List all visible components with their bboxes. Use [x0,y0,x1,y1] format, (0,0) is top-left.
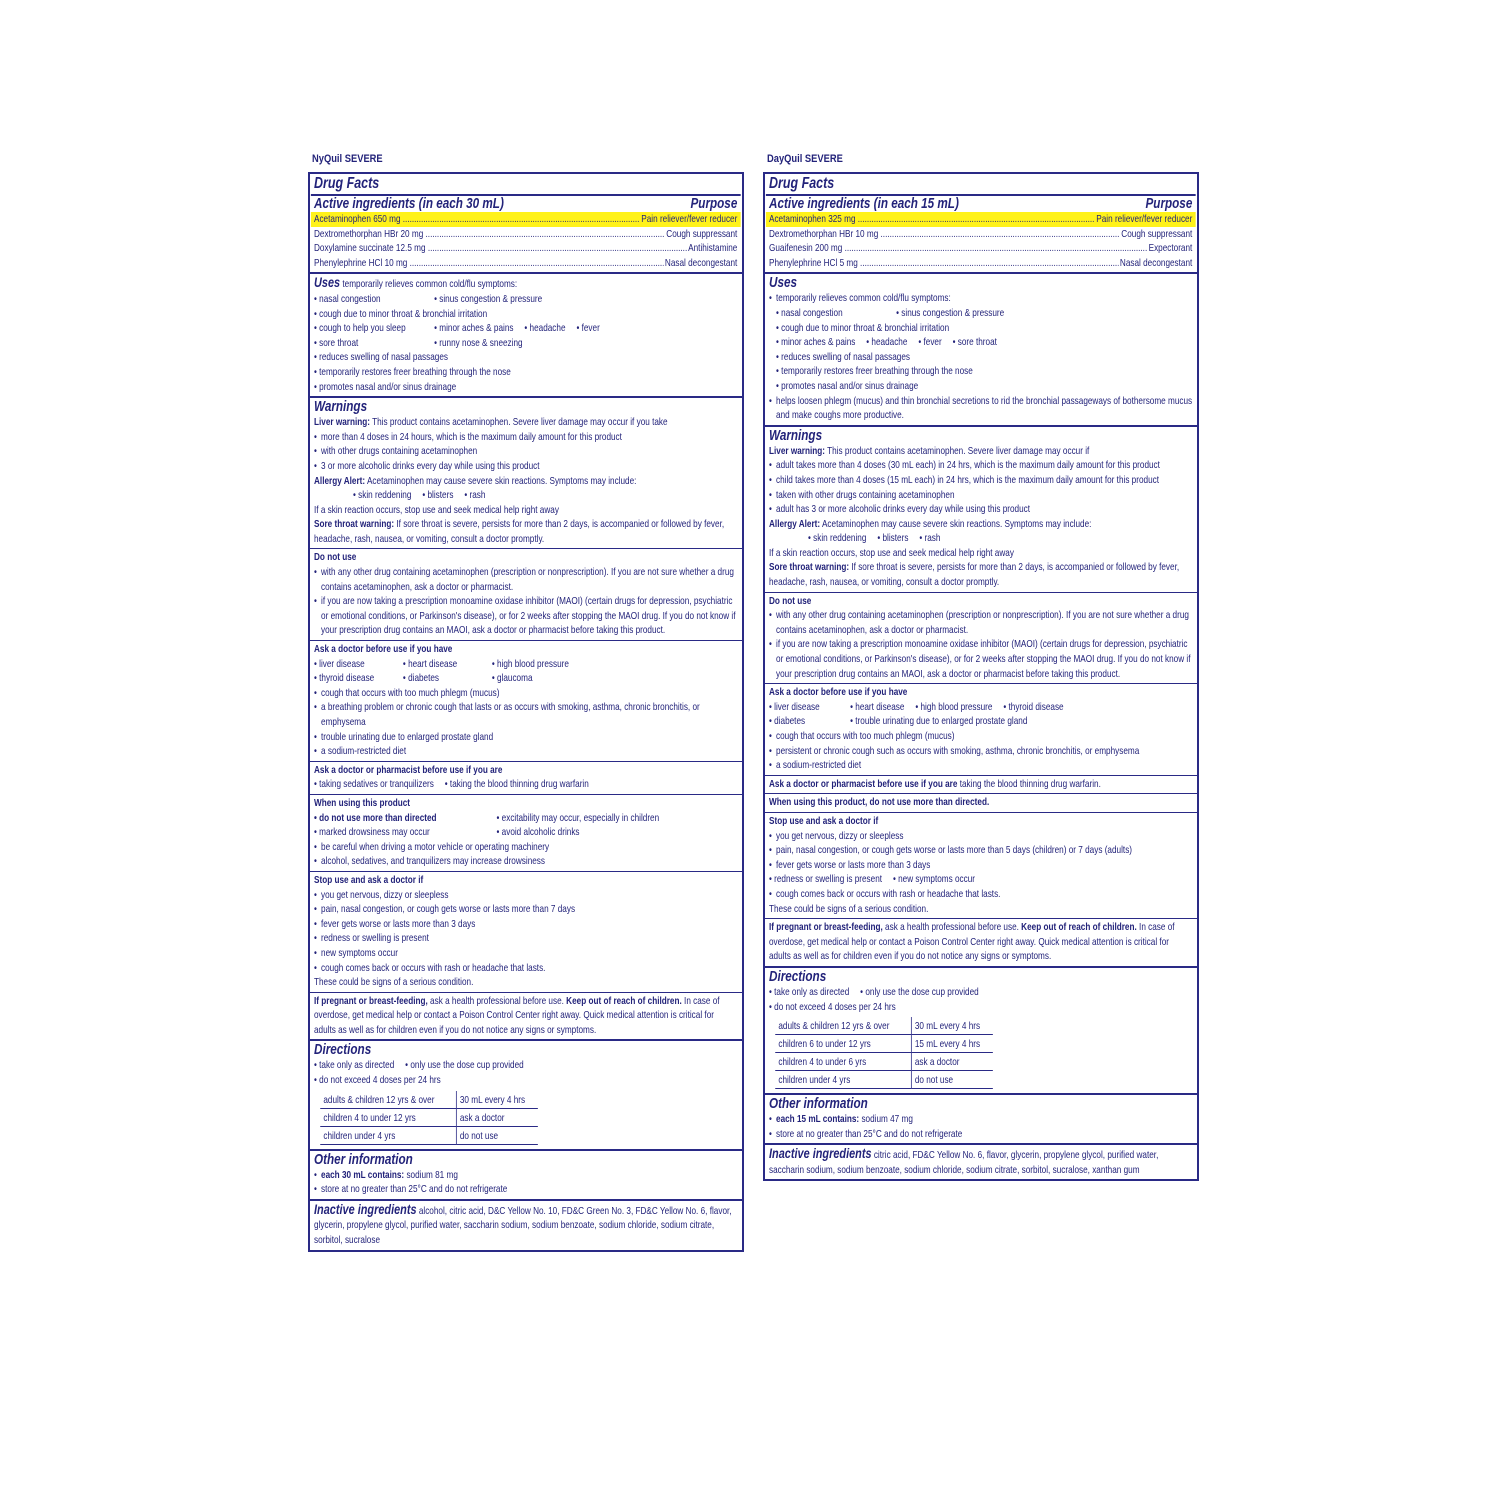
dosage-table [320,1091,538,1145]
inactive-section: Inactive ingredients alcohol, citric acid, D&C Yellow No. 10, FD&C Green No. 3, FD&C Yellow No. 6, flavor, glycerin, propylene glycol, purified water, saccharin sodium, sodium benzoate, sodium chloride, sodium citrate, sorbitol, sucralose [314,1200,732,1247]
ask-pharmacist-section: Ask a doctor or pharmacist before use if you are • taking sedatives or tranquilizers • taking the blood thinning drug warfarin [310,762,742,795]
table-row: children 6 to under 12 yrs 15 mL every 4 hrs [775,1035,993,1053]
table-row: children 4 to under 12 yrs ask a doctor [320,1108,538,1126]
inactive-section: Inactive ingredients citric acid, FD&C Yellow No. 6, flavor, glycerin, propylene glycol, purified water, saccharin sodium, sodium benzoate, sodium chloride, sodium citrate, sorbitol, sucralose, xanthan gum [769,1145,1159,1176]
warnings-section: Warnings Liver warning: This product contains acetaminophen. Severe liver damage may occur if you take • more than 4 doses in 24 hours, which is the maximum daily amount for this product • with other drugs containing acetaminophen • 3 or more alcoholic drinks every day while using this product Allergy Alert: Acetaminophen may cause severe skin reactions. Symptoms may include: • skin reddening • blisters • rash If a skin reaction occurs, stop use and seek medical help right away Sore throat warning: If sore throat is severe, persists for more than 2 days, is accompanied or followed by fever, headache, rash, nausea, or vomiting, consult a doctor promptly. [310,398,742,549]
ask-doctor-section: Ask a doctor before use if you have • liver disease • heart disease • high blood pressure • thyroid disease • diabetes • glaucoma • cough that occurs with too much phlegm (mucus) • a breathing problem or chronic cough that lasts or as occurs with smoking, asthma, chronic bronchitis, or emphysema • trouble urinating due to enlarged prostate gland • a sodium-restricted diet [310,641,742,762]
active-ingredients-section [310,174,742,274]
ask-doctor-section: Ask a doctor before use if you have • liver disease • heart disease • high blood pressure • thyroid disease • diabetes • trouble urinating due to enlarged prostate gland • cough that occurs with too much phlegm (mucus) • persistent or chronic cough such as occurs with smoking, asthma, chronic bronchitis, or emphysema • a sodium-restricted diet [765,684,1197,776]
uses-section: Uses • temporarily relieves common cold/flu symptoms: • nasal congestion • sinus congestion & pressure • cough due to minor throat & bronchial irritation • minor aches & pains • headache • fever • sore throat • reduces swelling of nasal passages • temporarily restores freer breathing through the nose • promotes nasal and/or sinus drainage • helps loosen phlegm (mucus) and thin bronchial secretions to rid the bronchial passageways of bothersome mucus and make coughs more productive. [765,274,1197,426]
other-info-section: Other information • each 30 mL contains: sodium 81 mg • store at no greater than 25°C and do not refrigerate [310,1151,742,1201]
ingredient-row: Phenylephrine HCl 5 mg ..... Nasal decongestant [769,256,1192,271]
directions-heading: Directions [314,1041,372,1059]
directions-section: Directions • take only as directed • only use the dose cup provided • do not exceed 4 doses per 24 hrs adults & children 12 yrs & over 30 mL every 4 hrs children 6 to under 12 yrs 15 mL every 4 hrs children 4 to under 6 yrs ask a doctor children under 4 yrs do not use [765,968,1197,1095]
stop-use-section: Stop use and ask a doctor if • you get nervous, dizzy or sleepless • pain, nasal congestion, or cough gets worse or lasts more than 7 days • fever gets worse or lasts more than 3 days • redness or swelling is present • new symptoms occur • cough comes back or occurs with rash or headache that lasts. These could be signs of a serious condition. [310,872,742,993]
other-info-section: Other information • each 15 mL contains: sodium 47 mg • store at no greater than 25°C and do not refrigerate [765,1095,1197,1145]
directions-section: Directions • take only as directed • only use the dose cup provided • do not exceed 4 doses per 24 hrs adults & children 12 yrs & over 30 mL every 4 hrs children 4 to under 12 yrs ask a doctor children under 4 yrs do not use [310,1041,742,1150]
do-not-use-section: Do not use • with any other drug containing acetaminophen (prescription or nonprescription). If you are not sure whether a drug contains acetaminophen, ask a doctor or pharmacist. • if you are now taking a prescription monoamine oxidase inhibitor (MAOI) (certain drugs for depression, psychiatric or emotional conditions, or Parkinson's disease), or for 2 weeks after stopping the MAOI drug. If you do not know if your prescription drug contains an MAOI, ask a doctor or pharmacist before taking this product. [310,549,742,641]
active-ingredients-section [765,174,1197,274]
table-row: adults & children 12 yrs & over 30 mL every 4 hrs [775,1017,993,1035]
drug-facts-title: Drug Facts [314,175,380,192]
directions-heading: Directions [769,967,827,985]
dosage-table [775,1017,993,1089]
warnings-section: Warnings Liver warning: This product contains acetaminophen. Severe liver damage may occur if • adult takes more than 4 doses (30 mL each) in 24 hrs, which is the maximum daily amount for this product • child takes more than 4 doses (15 mL each) in 24 hrs, which is the maximum daily amount for this product • taken with other drugs containing acetaminophen • adult has 3 or more alcoholic drinks every day while using this product Allergy Alert: Acetaminophen may cause severe skin reactions. Symptoms may include: • skin reddening • blisters • rash If a skin reaction occurs, stop use and seek medical help right away Sore throat warning: If sore throat is severe, persists for more than 2 days, is accompanied or followed by fever, headache, rash, nausea, or vomiting, consult a doctor promptly. [765,427,1197,593]
ingredient-row: Phenylephrine HCl 10 mg ..... Nasal decongestant [314,256,737,271]
active-ingredients-heading: Active ingredients (in each 15 mL) [769,195,959,212]
table-row: adults & children 12 yrs & over 30 mL every 4 hrs [320,1091,538,1109]
purpose-heading: Purpose [1145,195,1193,212]
uses-heading: Uses [769,274,797,292]
inactive-heading: Inactive ingredients [769,1145,872,1162]
active-ingredients-heading: Active ingredients (in each 30 mL) [314,195,504,212]
other-info-heading: Other information [769,1095,868,1113]
drug-facts-panel [308,172,744,1252]
nyquil-label [308,153,744,1252]
brand-name: DayQuil SEVERE [767,153,843,165]
pregnancy-section: If pregnant or breast-feeding, ask a health professional before use. Keep out of reach of children. In case of overdose, get medical help or contact a Poison Control Center right away. Quick medical attention is critical for adults as well as for children even if you do not notice any signs or symptoms. [765,919,1197,968]
drug-facts-title: Drug Facts [769,175,835,192]
do-not-use-section: Do not use • with any other drug containing acetaminophen (prescription or nonprescription). If you are not sure whether a drug contains acetaminophen, ask a doctor or pharmacist. • if you are now taking a prescription monoamine oxidase inhibitor (MAOI) (certain drugs for depression, psychiatric or emotional conditions, or Parkinson's disease), or for 2 weeks after stopping the MAOI drug. If you do not know if your prescription drug contains an MAOI, ask a doctor or pharmacist before taking this product. [765,593,1197,685]
purpose-heading: Purpose [690,195,738,212]
warnings-heading: Warnings [314,398,368,416]
uses-section: Uses temporarily relieves common cold/flu symptoms: • nasal congestion • sinus congestion & pressure • cough due to minor throat & bronchial irritation • cough to help you sleep • minor aches & pains • headache • fever • sore throat • runny nose & sneezing • reduces swelling of nasal passages • temporarily restores freer breathing through the nose • promotes nasal and/or sinus drainage [310,274,742,398]
ingredient-row: Dextromethorphan HBr 10 mg ..... Cough suppressant [769,227,1192,242]
ingredient-row: Dextromethorphan HBr 20 mg ..... Cough suppressant [314,227,737,242]
uses-heading: Uses [314,274,341,291]
pregnancy-section: If pregnant or breast-feeding, ask a health professional before use. Keep out of reach of children. In case of overdose, get medical help or contact a Poison Control Center right away. Quick medical attention is critical for adults as well as for children even if you do not notice any signs or symptoms. [310,993,742,1042]
inactive-heading: Inactive ingredients [314,1200,417,1217]
other-info-heading: Other information [314,1150,413,1168]
ingredient-row: Guaifenesin 200 mg ..... Expectorant [769,241,1192,256]
warnings-heading: Warnings [769,426,823,444]
dayquil-label [763,153,1199,1181]
table-row: children under 4 yrs do not use [775,1071,993,1089]
ingredient-row: Acetaminophen 650 mg ..... Pain reliever/fever reducer [311,212,741,227]
table-row: children 4 to under 6 yrs ask a doctor [775,1053,993,1071]
drug-facts-panel [763,172,1199,1181]
ingredient-row: Acetaminophen 325 mg ..... Pain reliever/fever reducer [766,212,1196,227]
table-row: children under 4 yrs do not use [320,1126,538,1144]
ask-pharmacist-section: Ask a doctor or pharmacist before use if you are taking the blood thinning drug warfarin. [765,776,1197,795]
when-using-section: When using this product • do not use more than directed • excitability may occur, especially in children • marked drowsiness may occur • avoid alcoholic drinks • be careful when driving a motor vehicle or operating machinery • alcohol, sedatives, and tranquilizers may increase drowsiness [310,795,742,872]
stop-use-section: Stop use and ask a doctor if • you get nervous, dizzy or sleepless • pain, nasal congestion, or cough gets worse or lasts more than 5 days (children) or 7 days (adults) • fever gets worse or lasts more than 3 days • redness or swelling is present • new symptoms occur • cough comes back or occurs with rash or headache that lasts. These could be signs of a serious condition. [765,813,1197,919]
brand-name: NyQuil SEVERE [312,153,383,165]
ingredient-row: Doxylamine succinate 12.5 mg ..... Antihistamine [314,241,737,256]
when-using-section: When using this product, do not use more than directed. [765,794,1197,813]
